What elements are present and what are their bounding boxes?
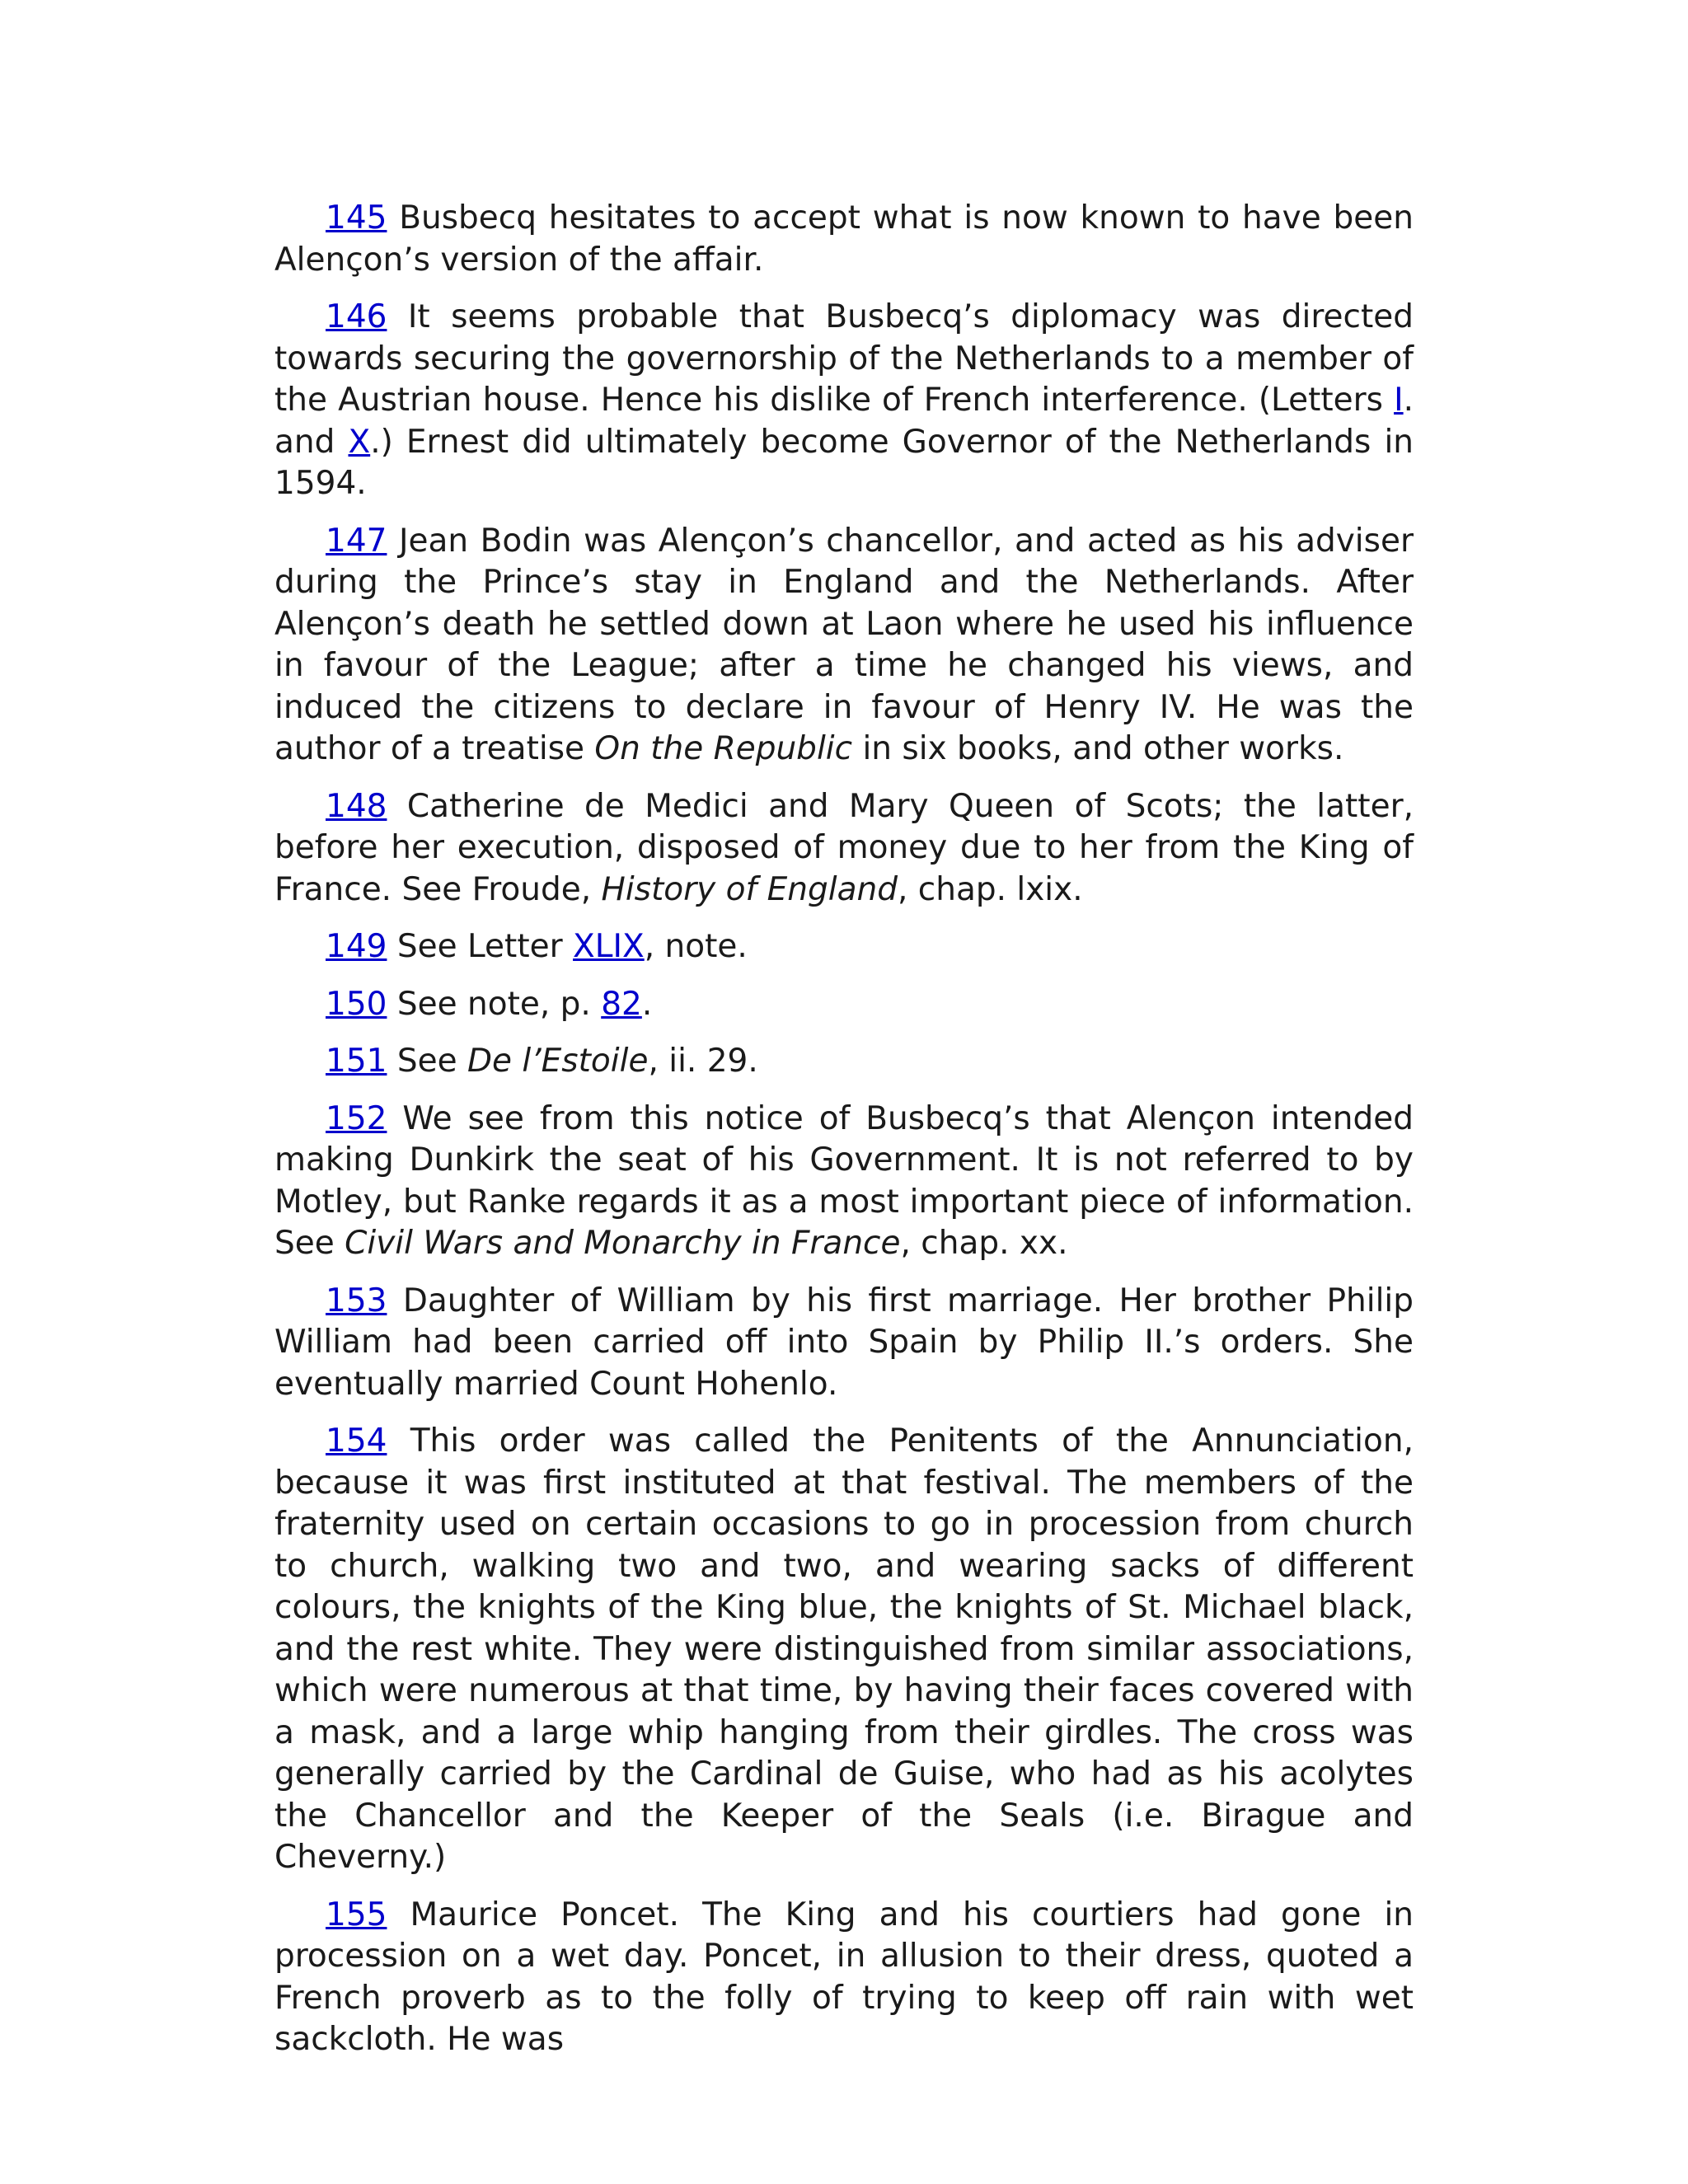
footnote-text: . and — [274, 382, 1414, 461]
cross-reference-link[interactable]: 82 — [601, 985, 642, 1023]
italic-title: Civil Wars and Monarchy in France — [345, 1225, 901, 1262]
footnote-text: We see from this notice of Busbecq’s that Alençon intended making Dunkirk the seat of his Government. It is not referred to by Motley, but Ranke regards it as a most important piece of information. See — [274, 1099, 1414, 1262]
cross-reference-link[interactable]: X — [348, 423, 371, 461]
footnote-number-link[interactable]: 150 — [326, 985, 387, 1023]
footnote-text: Maurice Poncet. The King and his courtiers had gone in procession on a wet day. Poncet, in allusion to their dress, quoted a French proverb as to the folly of trying to keep off rain with wet sackcloth. He was — [274, 1896, 1414, 2058]
italic-title: De l’Estoile — [467, 1043, 649, 1080]
footnote-text: See — [387, 1043, 467, 1080]
italic-title: On the Republic — [594, 730, 853, 767]
footnote-155 — [274, 1895, 1414, 2061]
footnote-number-link[interactable]: 146 — [326, 298, 387, 335]
footnote-text: Jean Bodin was Alençon’s chancellor, and acted as his adviser during the Prince’s stay in England and the Netherlands. After Alençon’s death he settled down at Laon where he used his influence in favour of the League; after a time he changed his views, and induced the citizens to declare in favour of Henry IV. He was the author of a treatise — [274, 522, 1414, 767]
footnote-152 — [274, 1099, 1414, 1265]
cross-reference-link[interactable]: XLIX — [573, 928, 645, 965]
footnote-text: Busbecq hesitates to accept what is now known to have been Alençon’s version of the affair. — [274, 199, 1414, 279]
footnote-text: in six books, and other works. — [852, 730, 1344, 767]
footnote-text: . — [641, 985, 653, 1023]
footnote-text: Daughter of William by his first marriage. Her brother Philip William had been carried off into Spain by Philip II.’s orders. She eventually married Count Hohenlo. — [274, 1282, 1414, 1403]
footnote-146 — [274, 297, 1414, 505]
footnote-text: This order was called the Penitents of the Annunciation, because it was first instituted at that festival. The members of the fraternity used on certain occasions to go in procession from church to church, walking two and two, and wearing sacks of different colours, the knights of the King blue, the knights of St. Michael black, and the rest white. They were distinguished from similar associations, which were numerous at that time, by having their faces covered with a mask, and a large whip hanging from their girdles. The cross was generally carried by the Cardinal de Guise, who had as his acolytes the Chancellor and the Keeper of the Seals (i.e. Birague and Cheverny.) — [274, 1422, 1414, 1876]
footnote-text: See note, p. — [387, 985, 602, 1023]
footnote-text: .) Ernest did ultimately become Governor of the Netherlands in 1594. — [274, 423, 1414, 502]
footnote-number-link[interactable]: 151 — [326, 1043, 387, 1080]
footnote-text: Catherine de Medici and Mary Queen of Scots; the latter, before her execution, disposed of money due to her from the King of France. See Froude, — [274, 787, 1414, 908]
footnote-text: It seems probable that Busbecq’s diplomacy was directed towards securing the governorship of the Netherlands to a member of the Austrian house. Hence his dislike of French interference. (Letters — [274, 298, 1414, 419]
footnote-text: , note. — [644, 928, 748, 965]
footnote-number-link[interactable]: 149 — [326, 928, 387, 965]
footnote-147 — [274, 521, 1414, 771]
footnotes-page — [274, 198, 1414, 2077]
footnote-number-link[interactable]: 145 — [326, 199, 387, 237]
footnote-151 — [274, 1041, 1414, 1083]
footnote-text: , ii. 29. — [648, 1043, 758, 1080]
footnote-145 — [274, 198, 1414, 281]
footnote-number-link[interactable]: 152 — [326, 1099, 387, 1137]
footnote-153 — [274, 1281, 1414, 1406]
footnote-number-link[interactable]: 153 — [326, 1282, 387, 1319]
footnote-154 — [274, 1421, 1414, 1879]
italic-title: History of England — [601, 870, 898, 908]
footnote-number-link[interactable]: 147 — [326, 522, 387, 560]
footnote-number-link[interactable]: 148 — [326, 787, 387, 825]
footnote-150 — [274, 984, 1414, 1026]
footnote-text: See Letter — [387, 928, 574, 965]
cross-reference-link[interactable]: I — [1394, 382, 1404, 419]
footnote-number-link[interactable]: 154 — [326, 1422, 387, 1460]
footnote-148 — [274, 786, 1414, 912]
footnote-text: , chap. lxix. — [897, 870, 1083, 908]
footnote-text: , chap. xx. — [900, 1225, 1068, 1262]
footnote-number-link[interactable]: 155 — [326, 1896, 387, 1933]
footnote-149 — [274, 926, 1414, 968]
